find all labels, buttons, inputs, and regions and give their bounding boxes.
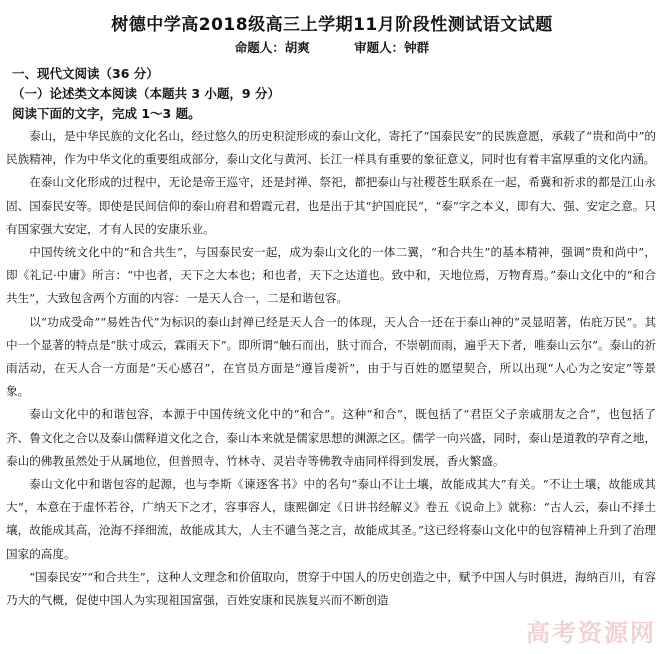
passage-paragraph: 以“功成受命”“易姓告代”为标识的泰山封禅已经是天人合一的体现，天人合一还在于泰山神的“灵显昭著，佑庇万民”。其中一个显著的特点是“肤寸成云，霖雨天下”。即所谓“触石而出，肤寸而合，不崇朝而雨，遍乎天下者，唯泰山云尔”。泰山的祈雨活动，在天人合一方面是“天心感召”，在官员方面是“遵旨虔祈”，由于与百姓的愿望契合，所以出现“人心为之安定”等景象。	[6, 314, 656, 399]
reviewer-label: 审题人：钟群	[354, 40, 430, 55]
passage-body	[6, 125, 656, 612]
section-heading: 一、现代文阅读（36 分）	[12, 66, 159, 81]
passage-paragraph: 中国传统文化中的“和合共生”，与国泰民安一起，成为泰山文化的一体二翼，“和合共生”的基本精神，强调“贵和尚中”，即《礼记·中庸》所言：“中也者，天下之大本也；和也者，天下之达道也。致中和，天地位焉，万物育焉。”泰山文化中的“和合共生”，大致包含两个方面的内容：一是天人合一，二是和谐包容。	[6, 245, 656, 306]
reading-instruction: 阅读下面的文字，完成 1～3 题。	[12, 106, 201, 121]
passage-paragraph: 泰山文化中的和谐包容，本源于中国传统文化中的“和合”。这种“和合”，既包括了“君臣父子亲戚朋友之合”，也包括了齐、鲁文化之合以及泰山儒释道文化之合，泰山本来就是儒家思想的渊源之区。儒学一向兴盛，同时，泰山是道教的孕育之地，泰山的佛教虽然处于从属地位，但普照寺、竹林寺、灵岩寺等佛教寺庙同样得到发展，香火繁盛。	[6, 407, 656, 468]
passage-paragraph: “国泰民安”“和合共生”，这种人文理念和价值取向，贯穿于中国人的历史创造之中，赋予中国人与时俱进，海纳百川，有容乃大的气概，促使中国人为实现祖国富强，百姓安康和民族复兴而不断创造	[6, 569, 656, 608]
page-title: 树德中学高2018级高三上学期11月阶段性测试语文试题	[111, 15, 553, 35]
subsection-heading: （一）论述类文本阅读（本题共 3 小题，9 分）	[12, 86, 280, 101]
passage-paragraph: 在泰山文化形成的过程中，无论是帝王巡守，还是封禅、祭祀，都把泰山与社稷苍生联系在一起，希冀和祈求的都是江山永固、国泰民安等。即使是民间信仰的泰山府君和碧霞元君，也是出于其“护国庇民”，“泰”字之本义，即有大、强、安定之意。只有国家强大安定，才有人民的安康乐业。	[6, 175, 656, 236]
proposer-label: 命题人：胡爽	[234, 40, 310, 55]
author-line	[0, 38, 664, 56]
passage-paragraph: 泰山文化中和谐包容的起源，也与李斯《谏逐客书》中的名句“泰山不让土壤，故能成其大”有关。“不让土壤，故能成其大”，本意在于虚怀若谷，广纳天下之才，容事容人，康熙御定《日讲书经解义》卷五《说命上》就称：“古人云，泰山不择土壤，故能成其高，沧海不择细流，故能成其大，人主不谴刍荛之言，故能成其圣。”这已经将泰山文化中的包容精神上升到了治理国家的高度。	[6, 477, 656, 561]
watermark-logo: 高考资源网	[526, 619, 656, 647]
passage-paragraph: 泰山，是中华民族的文化名山，经过悠久的历史积淀形成的泰山文化，寄托了“国泰民安”的民族意愿，承载了“贵和尚中”的民族精神，作为中华文化的重要组成部分，泰山文化与黄河、长江一样具有重要的象征意义，同时也有着丰富厚重的文化内涵。	[6, 129, 656, 167]
